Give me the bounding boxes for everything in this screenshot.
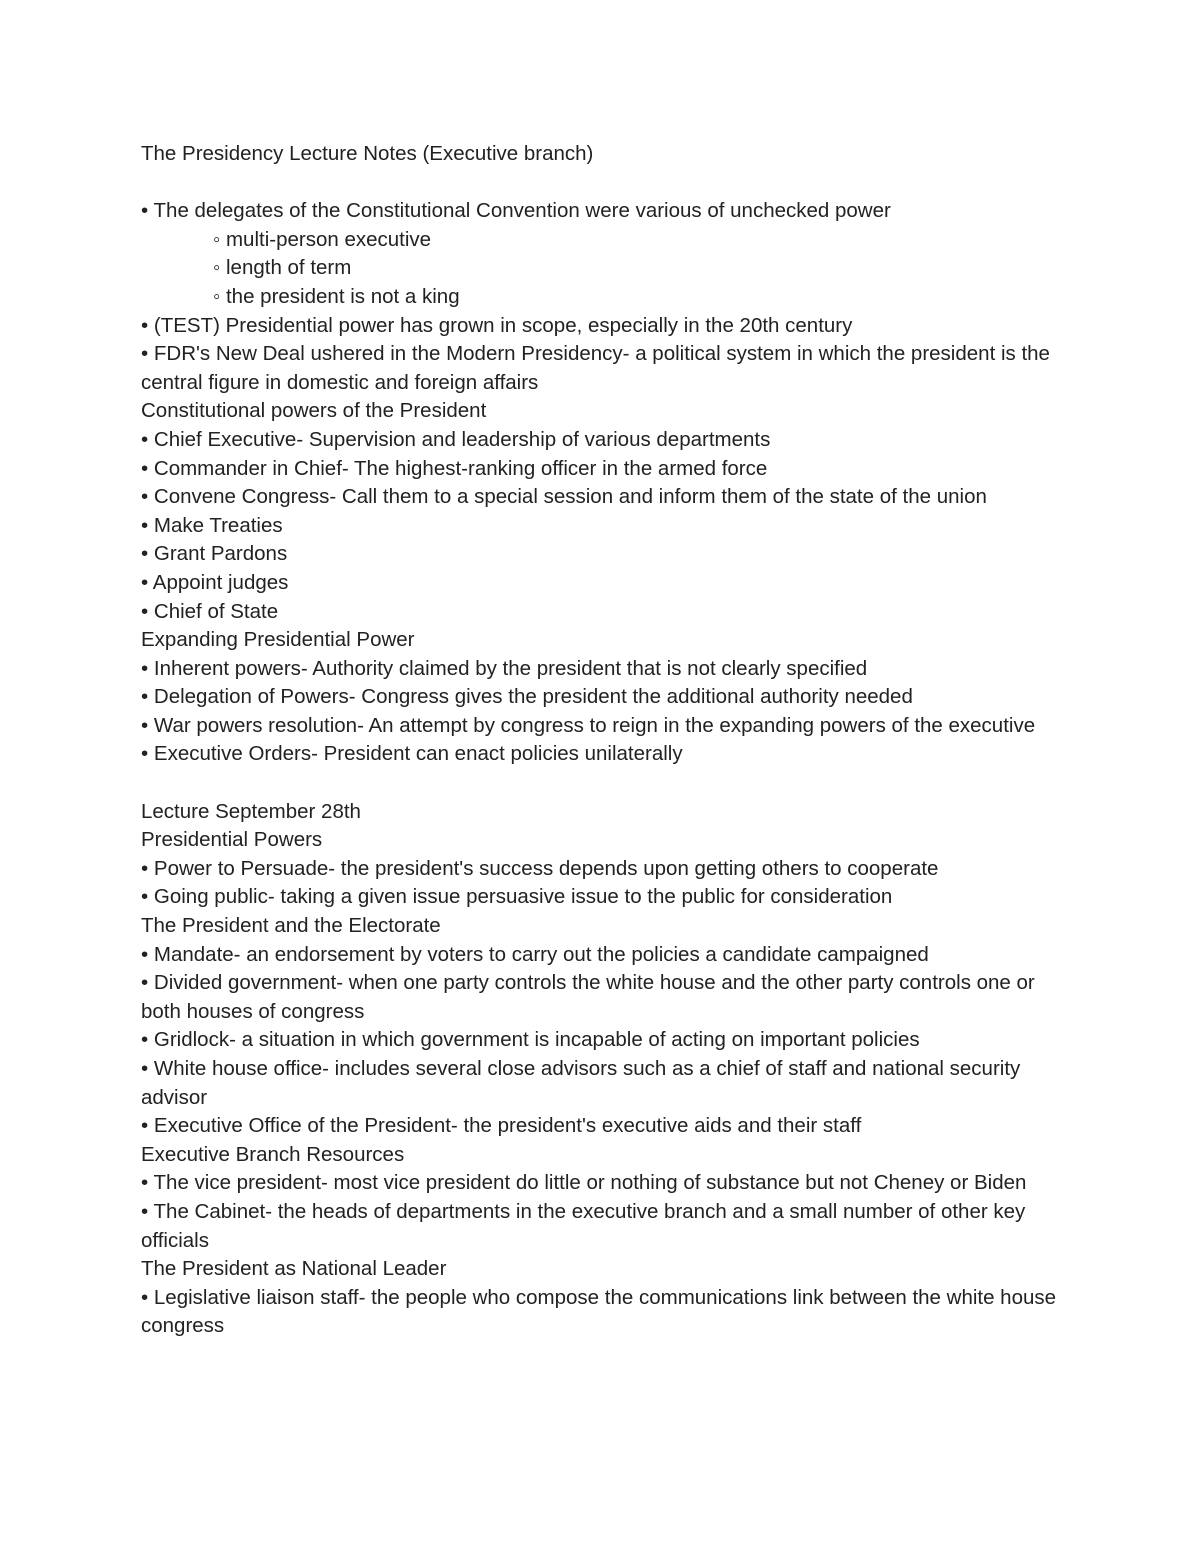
section-heading: The President and the Electorate (141, 914, 441, 938)
list-item: • Make Treaties (141, 513, 283, 537)
list-item: • FDR's New Deal ushered in the Modern Presidency- a political system in which the president is the central figure in domestic and foreign affairs (141, 342, 1050, 394)
list-item: • Gridlock- a situation in which government is incapable of acting on important policies (141, 1028, 920, 1052)
list-item: • The delegates of the Constitutional Convention were various of unchecked power (141, 199, 891, 223)
bullet-icon: • (141, 1171, 149, 1195)
blank-line (141, 769, 1071, 798)
bullet-icon: • (141, 742, 149, 766)
bullet-icon: • (141, 885, 149, 909)
section-heading: Executive Branch Resources (141, 1142, 405, 1166)
bullet-icon: • (141, 685, 149, 709)
list-item: • Divided government- when one party controls the white house and the other party controls one or both houses of congress (141, 971, 1035, 1023)
list-item: • (TEST) Presidential power has grown in scope, especially in the 20th century (141, 313, 853, 337)
sub-bullet-icon: ◦ (213, 227, 221, 251)
section-heading: Constitutional powers of the President (141, 399, 487, 423)
list-item: • Going public- taking a given issue persuasive issue to the public for consideration (141, 885, 893, 909)
bullet-icon: • (141, 485, 149, 509)
list-item: • White house office- includes several close advisors such as a chief of staff and national security advisor (141, 1057, 1021, 1109)
bullet-icon: • (141, 199, 149, 223)
list-item: • Chief of State (141, 599, 279, 623)
bullet-icon: • (141, 456, 149, 480)
section-heading: The President as National Leader (141, 1257, 447, 1281)
list-item: • Chief Executive- Supervision and leadership of various departments (141, 427, 771, 451)
list-item: • War powers resolution- An attempt by congress to reign in the expanding powers of the executive (141, 713, 1036, 737)
blank-line (141, 169, 1071, 198)
list-item: • The vice president- most vice president do little or nothing of substance but not Cheney or Biden (141, 1171, 1027, 1195)
list-item: • Mandate- an endorsement by voters to carry out the policies a candidate campaigned (141, 942, 929, 966)
bullet-icon: • (141, 1057, 149, 1080)
list-item: • Delegation of Powers- Congress gives the president the additional authority needed (141, 685, 913, 709)
bullet-icon: • (141, 713, 149, 737)
sub-list-item: ◦ the president is not a king (213, 284, 460, 308)
bullet-icon: • (141, 1285, 149, 1309)
document-page (141, 140, 1071, 1341)
sub-list-item: ◦ multi-person executive (213, 227, 432, 251)
list-item: • Commander in Chief- The highest-ranking officer in the armed force (141, 456, 768, 480)
section-heading: Expanding Presidential Power (141, 628, 415, 652)
bullet-icon: • (141, 856, 149, 880)
sub-list-item: ◦ length of term (213, 256, 352, 280)
bullet-icon: • (141, 1114, 149, 1138)
bullet-icon: • (141, 971, 149, 995)
bullet-icon: • (141, 656, 149, 680)
lecture-heading: Lecture September 28th (141, 799, 361, 823)
list-item: • The Cabinet- the heads of departments in the executive branch and a small number of other key officials (141, 1199, 1026, 1252)
section-heading: Presidential Powers (141, 828, 323, 852)
bullet-icon: • (141, 1199, 149, 1223)
list-item: • Power to Persuade- the president's success depends upon getting others to cooperate (141, 856, 939, 880)
document-title: The Presidency Lecture Notes (Executive branch) (141, 142, 594, 165)
bullet-icon: • (141, 570, 149, 594)
bullet-icon: • (141, 513, 149, 537)
bullet-icon: • (141, 599, 149, 623)
bullet-icon: • (141, 542, 149, 566)
list-item: • Convene Congress- Call them to a special session and inform them of the state of the union (141, 485, 987, 509)
list-item: • Executive Office of the President- the president's executive aids and their staff (141, 1114, 862, 1138)
bullet-icon: • (141, 342, 149, 366)
list-item: • Grant Pardons (141, 542, 288, 566)
bullet-icon: • (141, 313, 149, 337)
sub-bullet-icon: ◦ (213, 256, 221, 280)
bullet-icon: • (141, 942, 149, 966)
list-item: • Legislative liaison staff- the people who compose the communications link between the white house congress (141, 1285, 1057, 1338)
list-item: • Inherent powers- Authority claimed by the president that is not clearly specified (141, 656, 868, 680)
bullet-icon: • (141, 1028, 149, 1052)
list-item: • Executive Orders- President can enact policies unilaterally (141, 742, 683, 766)
bullet-icon: • (141, 427, 149, 451)
list-item: • Appoint judges (141, 570, 289, 594)
sub-bullet-icon: ◦ (213, 284, 221, 308)
